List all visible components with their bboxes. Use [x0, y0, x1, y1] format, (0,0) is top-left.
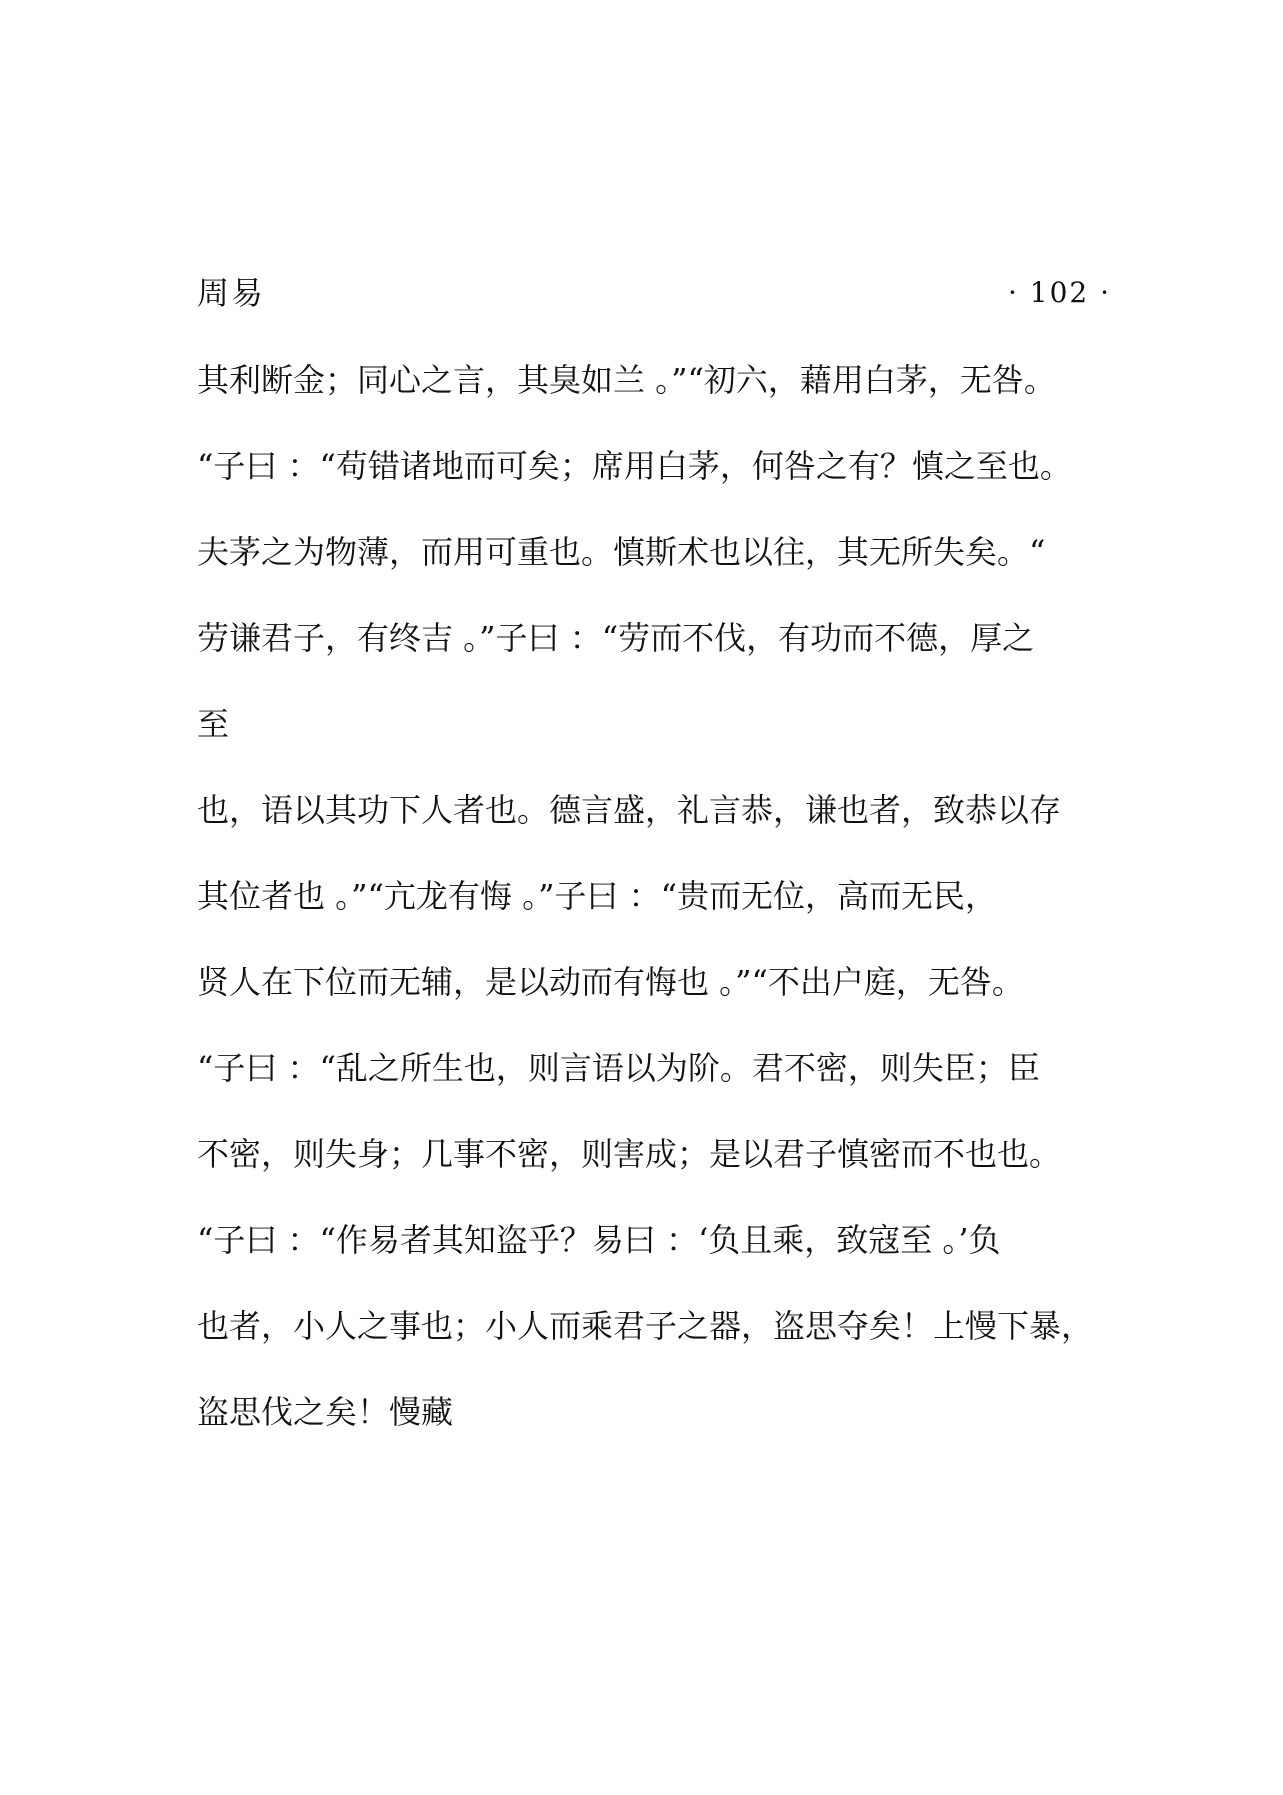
text-line: 也，语以其功下人者也。德言盛，礼言恭，谦也者，致恭以存	[197, 791, 1062, 829]
text-line: 其利断金；同心之言，其臭如兰 。”“初六，藉用白茅，无咎。	[197, 361, 1056, 399]
text-line: 贤人在下位而无辅，是以动而有悔也 。”“不出户庭，无咎。	[197, 963, 1024, 1001]
text-line: 不密，则失身；几事不密，则害成；是以君子慎密而不也也。	[197, 1135, 1062, 1173]
text-line: “子曰 ：“作易者其知盗乎？易曰 ：‘负且乘，致寇至 。’负	[197, 1221, 1001, 1259]
book-title: 周易	[197, 274, 266, 312]
text-line: 其位者也 。”“亢龙有悔 。”子曰 ：“贵而无位，高而无民，	[197, 877, 997, 915]
body-text	[197, 355, 1117, 1473]
text-line: “子曰 ：“乱之所生也，则言语以为阶。君不密，则失臣；臣	[197, 1049, 1040, 1087]
page-header	[197, 268, 1111, 318]
text-line: 劳谦君子，有终吉 。”子曰 ：“劳而不伐，有功而不德，厚之	[197, 619, 1035, 657]
text-line: 盗思伐之矣！慢藏	[197, 1393, 454, 1431]
page-number: · 102 ·	[1007, 276, 1111, 309]
text-line: “子曰 ：“苟错诸地而可矣；席用白茅，何咎之有？慎之至也。	[197, 447, 1072, 485]
text-line: 夫茅之为物薄，而用可重也。慎斯术也以往，其无所失矣。“	[197, 533, 1046, 571]
text-line: 也者，小人之事也；小人而乘君子之器，盗思夺矣！上慢下暴，	[197, 1307, 1094, 1345]
text-line: 至	[197, 705, 230, 743]
